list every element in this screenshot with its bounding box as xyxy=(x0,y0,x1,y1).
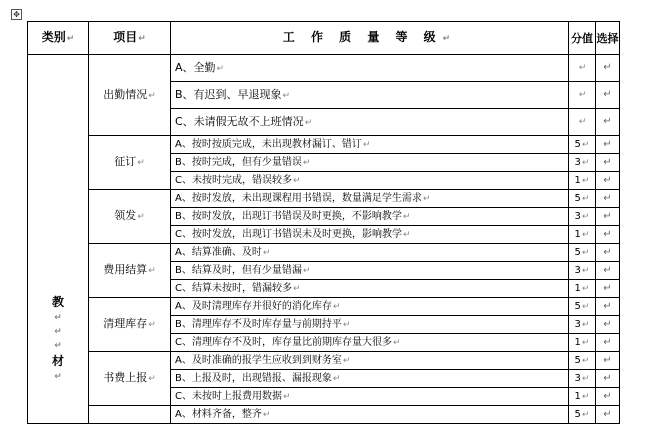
select-cell[interactable]: ↵ xyxy=(596,55,620,82)
score-cell: 1↵ xyxy=(569,334,596,352)
grade-cell: A、结算准确、及时↵ xyxy=(171,244,569,262)
score-cell: 5↵ xyxy=(569,298,596,316)
grade-cell: B、清理库存不及时库存量与前期持平↵ xyxy=(171,316,569,334)
item-cell xyxy=(89,406,171,424)
score-cell: 5↵ xyxy=(569,190,596,208)
select-cell[interactable]: ↵ xyxy=(596,280,620,298)
select-cell[interactable]: ↵ xyxy=(596,172,620,190)
grade-cell: C、未按时上报费用数据↵ xyxy=(171,388,569,406)
header-category: 类别↵ xyxy=(28,22,89,55)
table-row xyxy=(28,352,620,370)
grade-cell: C、按时发放，出现订书错误未及时更换，影响教学↵ xyxy=(171,226,569,244)
score-cell: ↵ xyxy=(569,82,596,109)
item-cell: 清理库存↵ xyxy=(89,298,171,352)
score-cell: 3↵ xyxy=(569,370,596,388)
table-move-handle[interactable]: ✥ xyxy=(11,9,22,20)
select-cell[interactable]: ↵ xyxy=(596,154,620,172)
grade-cell: A、及时准确的报学生应收到到财务室↵ xyxy=(171,352,569,370)
grade-cell: C、结算未按时，错漏较多↵ xyxy=(171,280,569,298)
grade-cell: B、结算及时，但有少量错漏↵ xyxy=(171,262,569,280)
select-cell[interactable]: ↵ xyxy=(596,352,620,370)
score-cell: 5↵ xyxy=(569,244,596,262)
table-row xyxy=(28,406,620,424)
header-score: 分值 xyxy=(569,22,596,55)
score-cell: 1↵ xyxy=(569,172,596,190)
grade-cell: A、按时按质完成，未出现教材漏订、错订↵ xyxy=(171,136,569,154)
select-cell[interactable]: ↵ xyxy=(596,208,620,226)
header-item: 项目↵ xyxy=(89,22,171,55)
select-cell[interactable]: ↵ xyxy=(596,244,620,262)
score-cell: 1↵ xyxy=(569,226,596,244)
item-cell: 征订↵ xyxy=(89,136,171,190)
grade-cell: B、按时完成，但有少量错误↵ xyxy=(171,154,569,172)
score-cell: ↵ xyxy=(569,109,596,136)
select-cell[interactable]: ↵ xyxy=(596,298,620,316)
score-cell: 1↵ xyxy=(569,388,596,406)
grade-cell: B、上报及时，出现错报、漏报现象↵ xyxy=(171,370,569,388)
select-cell[interactable]: ↵ xyxy=(596,316,620,334)
evaluation-table xyxy=(27,21,620,424)
category-char-2: 材 xyxy=(51,354,64,368)
grade-cell: C、清理库存不及时，库存量比前期库存量大很多↵ xyxy=(171,334,569,352)
select-cell[interactable]: ↵ xyxy=(596,82,620,109)
select-cell[interactable]: ↵ xyxy=(596,388,620,406)
select-cell[interactable]: ↵ xyxy=(596,334,620,352)
select-cell[interactable]: ↵ xyxy=(596,136,620,154)
score-cell: ↵ xyxy=(569,55,596,82)
item-cell: 出勤情况↵ xyxy=(89,55,171,136)
grade-cell: B、按时发放，出现订书错误及时更换，不影响教学↵ xyxy=(171,208,569,226)
category-char-1: 教 xyxy=(51,295,64,309)
grade-cell: C、未按时完成，错误较多↵ xyxy=(171,172,569,190)
grade-cell: A、按时发放，未出现课程用书错误，数量满足学生需求↵ xyxy=(171,190,569,208)
score-cell: 5↵ xyxy=(569,136,596,154)
grade-cell: A、材料齐备，整齐↵ xyxy=(171,406,569,424)
select-cell[interactable]: ↵ xyxy=(596,190,620,208)
header-select: 选择 xyxy=(596,22,620,55)
item-cell: 费用结算↵ xyxy=(89,244,171,298)
header-row xyxy=(28,22,620,55)
score-cell: 3↵ xyxy=(569,316,596,334)
table-row xyxy=(28,190,620,208)
score-cell: 3↵ xyxy=(569,262,596,280)
score-cell: 5↵ xyxy=(569,406,596,424)
score-cell: 1↵ xyxy=(569,280,596,298)
score-cell: 3↵ xyxy=(569,154,596,172)
select-cell[interactable]: ↵ xyxy=(596,226,620,244)
header-quality: 工 作 质 量 等 级↵ xyxy=(171,22,569,55)
table-row xyxy=(28,55,620,82)
grade-cell: C、未请假无故不上班情况↵ xyxy=(171,109,569,136)
item-cell: 领发↵ xyxy=(89,190,171,244)
category-cell: 教 ↵ ↵ ↵ 材 ↵ xyxy=(28,55,89,424)
table-row xyxy=(28,136,620,154)
select-cell[interactable]: ↵ xyxy=(596,109,620,136)
table-row xyxy=(28,244,620,262)
item-cell: 书费上报↵ xyxy=(89,352,171,406)
score-cell: 5↵ xyxy=(569,352,596,370)
grade-cell: B、有迟到、早退现象↵ xyxy=(171,82,569,109)
select-cell[interactable]: ↵ xyxy=(596,262,620,280)
select-cell[interactable]: ↵ xyxy=(596,406,620,424)
grade-cell: A、全勤↵ xyxy=(171,55,569,82)
score-cell: 3↵ xyxy=(569,208,596,226)
grade-cell: A、及时清理库存并很好的消化库存↵ xyxy=(171,298,569,316)
select-cell[interactable]: ↵ xyxy=(596,370,620,388)
table-row xyxy=(28,298,620,316)
